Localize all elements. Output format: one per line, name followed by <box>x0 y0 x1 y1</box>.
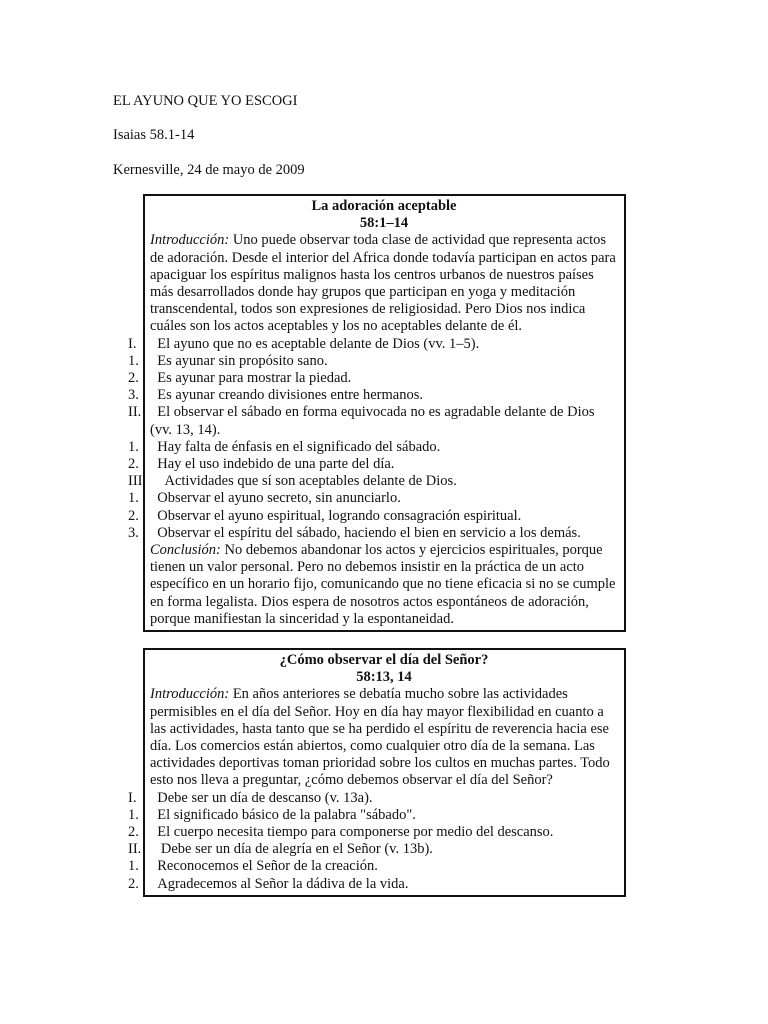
outline-item-text: Debe ser un día de descanso (v. 13a). <box>150 789 373 806</box>
introduction-text: Uno puede observar toda clase de actividad que representa actos de adoración. Desde el interior del Africa donde todavía participan en actos para apaciguar los espíritus malignos hasta los centros urbanos de nuestros países más desarrollados donde hay grupos que participan en yoga y meditación transcendental, todos son expresiones de religiosidad. Pero Dios nos indica cuáles son los actos aceptables y los no aceptables delante de él. <box>150 232 616 335</box>
outline-item-number: 1. <box>128 858 139 875</box>
outline-item-number: 3. <box>128 524 139 541</box>
outline-item-text: Observar el espíritu del sábado, haciendo el bien en servicio a los demás. <box>150 524 581 541</box>
outline-item-text: El ayuno que no es aceptable delante de Dios (vv. 1–5). <box>150 335 480 352</box>
outline-item-number: 1. <box>128 438 139 455</box>
outline-item <box>128 841 618 858</box>
outline-item <box>128 456 618 473</box>
outline-item-number: II. <box>128 841 142 858</box>
outline-item-number: 1. <box>128 352 139 369</box>
place-date: Kernesville, 24 de mayo de 2009 <box>113 162 305 178</box>
outline-item-number: I. <box>128 335 137 352</box>
outline-item-number: I. <box>128 789 137 806</box>
outline-item-text: Es ayunar creando divisiones entre hermanos. <box>150 387 423 404</box>
outline-item <box>128 473 618 490</box>
outline-item-text: Es ayunar sin propósito sano. <box>150 352 328 369</box>
box-title: ¿Cómo observar el día del Señor? <box>279 652 489 668</box>
scripture-reference: Isaias 58.1-14 <box>113 127 195 143</box>
outline-item <box>128 524 618 542</box>
outline-item-text: Es ayunar para mostrar la piedad. <box>150 370 352 387</box>
outline-item <box>128 335 618 353</box>
introduction-text: En años anteriores se debatía mucho sobre las actividades permisibles en el día del Señor. Hoy en día hay mayor flexibilidad en cuanto a las actividades, hasta tanto que se ha perdido el espíritu de reverencia hacia ese día. Los comercios están abiertos, como cualquier otro día de la semana. Las actividades deportivas toman prioridad sobre los cultos en muchas partes. Todo esto nos lleva a preguntar, ¿cómo debemos observar el día del Señor? <box>150 686 610 789</box>
outline-item-text: Hay falta de énfasis en el significado del sábado. <box>150 438 441 455</box>
outline-item <box>128 352 618 370</box>
outline-item-number: 3. <box>128 387 139 404</box>
outline-list <box>128 335 618 542</box>
outline-item <box>128 404 618 438</box>
outline-item-text: Reconocemos el Señor de la creación. <box>150 858 378 875</box>
introduction-paragraph <box>150 686 618 789</box>
outline-item-number: 2. <box>128 507 139 524</box>
outline-item <box>128 806 618 824</box>
outline-item <box>128 438 618 456</box>
outline-item-text: Observar el ayuno espiritual, logrando consagración espiritual. <box>150 507 522 524</box>
outline-item <box>128 507 618 525</box>
outline-item <box>128 490 618 507</box>
box-title: La adoración aceptable <box>311 198 457 214</box>
outline-box-adoracion <box>128 194 626 632</box>
outline-item <box>128 387 618 404</box>
outline-item-number: 2. <box>128 875 139 892</box>
outline-item-text: El significado básico de la palabra "sábado". <box>150 806 416 823</box>
outline-item <box>128 858 618 875</box>
introduction-paragraph <box>150 232 618 335</box>
introduction-label: Introducción: <box>150 232 230 249</box>
outline-list <box>128 789 618 893</box>
outline-box-dia-del-senor <box>128 648 626 897</box>
outline-item <box>128 824 618 841</box>
conclusion-label: Conclusión: <box>150 542 221 559</box>
outline-item-text: El cuerpo necesita tiempo para componerse por medio del descanso. <box>150 824 554 841</box>
outline-item-text: El observar el sábado en forma equivocada no es agradable delante de Dios (vv. 13, 14). <box>150 404 599 438</box>
outline-item-number: 2. <box>128 824 139 841</box>
outline-item-number: III <box>128 473 143 490</box>
outline-item-text: Observar el ayuno secreto, sin anunciarlo. <box>150 490 401 507</box>
outline-item-text: Hay el uso indebido de una parte del día. <box>150 456 395 473</box>
outline-item <box>128 875 618 893</box>
outline-item <box>128 370 618 387</box>
document-title: EL AYUNO QUE YO ESCOGI <box>113 93 298 109</box>
outline-item-number: 2. <box>128 370 139 387</box>
outline-item <box>128 789 618 807</box>
conclusion-text: No debemos abandonar los actos y ejercicios espirituales, porque tienen un valor personal. Pero no debemos insistir en la práctica de un acto específico en un horario fijo, comunicando que no tiene eficacia si no se cumple en forma legalista. Dios espera de nosotros actos espontáneos de adoración, porque manifiestan la sinceridad y la espontaneidad. <box>150 542 616 627</box>
box-reference: 58:13, 14 <box>356 669 412 686</box>
outline-item-number: II. <box>128 404 142 421</box>
outline-item-text: Actividades que sí son aceptables delante de Dios. <box>150 473 457 490</box>
box-reference: 58:1–14 <box>359 215 409 232</box>
outline-item-number: 1. <box>128 490 139 507</box>
outline-item-text: Debe ser un día de alegría en el Señor (v. 13b). <box>150 841 433 858</box>
outline-item-number: 2. <box>128 456 139 473</box>
conclusion-paragraph <box>150 542 618 628</box>
outline-item-text: Agradecemos al Señor la dádiva de la vida. <box>150 875 409 892</box>
introduction-label: Introducción: <box>150 686 230 703</box>
outline-item-number: 1. <box>128 806 139 823</box>
